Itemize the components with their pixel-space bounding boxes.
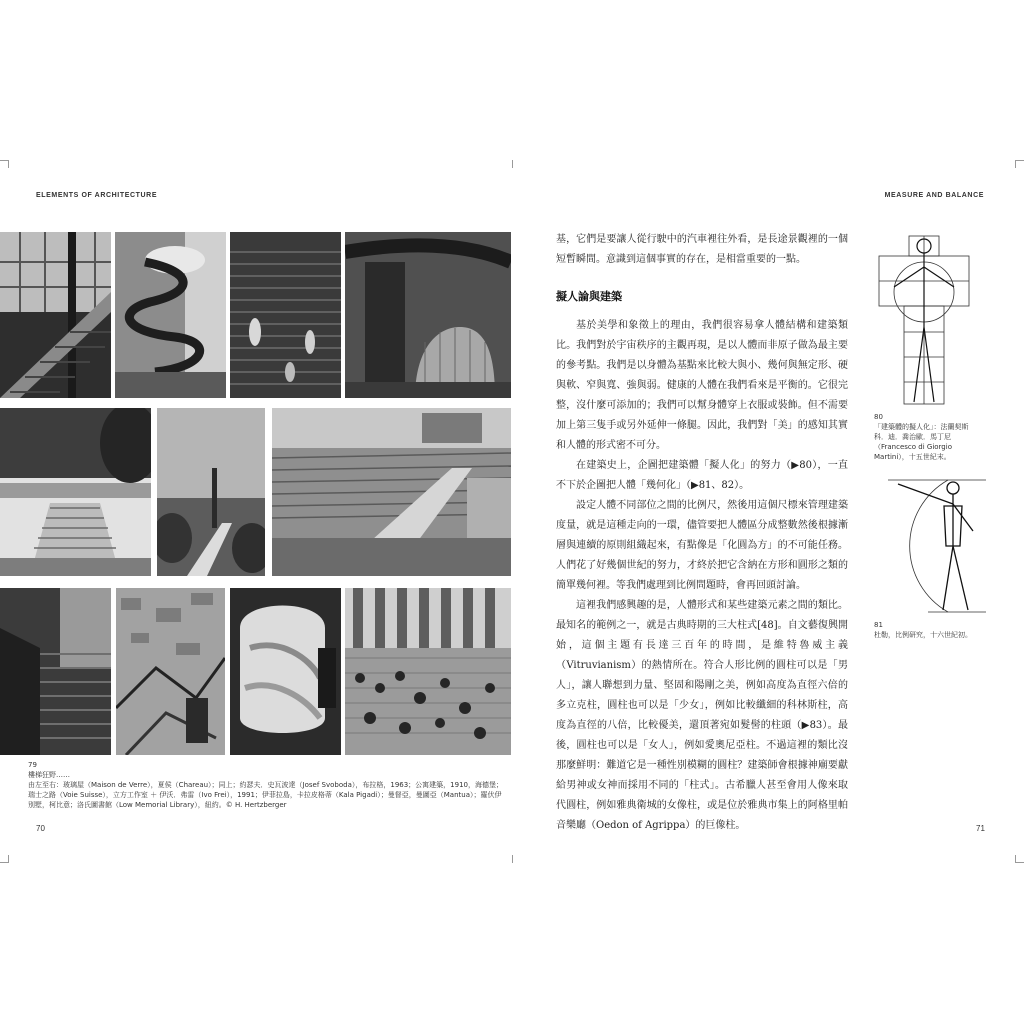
crop-mark (1016, 862, 1024, 863)
caption-text: 「建築體的擬人化」：法蘭契斯科．迪．喬治歐．馬丁尼（Francesco di Giorgio Martini），十五世紀末。 (874, 423, 969, 461)
caption-text: 杜勒，比例研究，十六世紀初。 (874, 631, 972, 639)
section-heading: 擬人論與建築 (556, 290, 622, 303)
paragraph: 在建築史上，企圖把建築體「擬人化」的努力（▶80），一直不下於企圖把人體「幾何化」（▶81、82）。 (556, 460, 848, 491)
intro-paragraph (556, 230, 848, 270)
caption-number: 80 (874, 413, 883, 421)
intro-text: 基，它們是要讓人從行駛中的汽車裡往外看，是長途景觀裡的一個短暫瞬間。意識到這個事實的存在，是相當重要的一點。 (556, 234, 848, 265)
photo-svoboda-stage-stairs (230, 232, 341, 398)
photo-kala-pigadi (116, 588, 225, 755)
crop-mark (0, 160, 8, 161)
caption-text: 由左至右：玻璃屋（Maison de Verre），夏侯（Chareau）；同上；約瑟夫．史瓦波達（Josef Svoboda），布拉格，1963；公寓建築，1910，海德堡；瑞士之路（Voie Suisse），立方工作室 ＋ 伊沃．弗雷（Ivo Frei），1991；伊菲拉島，卡拉皮格蒂（Kala Pigadi）；曼督亞，曼圖亞（Mantua）；羅伏伊別墅，柯比意；洛氏圖書館（Low Memorial Library），紐約。© H. Hertzberger (28, 781, 503, 809)
crop-mark (1016, 160, 1024, 161)
crop-mark (0, 862, 8, 863)
crop-mark (512, 160, 513, 168)
crop-mark (512, 855, 513, 863)
running-head-left: ELEMENTS OF ARCHITECTURE (36, 192, 158, 199)
caption-number: 81 (874, 621, 883, 629)
paragraph: 設定人體不同部位之間的比例尺，然後用這個尺標來管理建築度量，就是這種走向的一環，儘管要把人體區分成整數然後根據漸層與連續的原則組織起來，有點像是「化圓為方」的不可能任務。人們花了好幾個世紀的努力，才終於把它含納在方形和圓形之類的簡單幾何裡。等我們處理到比例問題時，會再回頭討論。 (556, 500, 848, 591)
photo-low-memorial-library (345, 588, 511, 755)
photo-spiral-stair (115, 232, 226, 398)
paragraph: 基於美學和象徵上的理由，我們很容易拿人體結構和建築類比。我們對於宇宙秩序的主觀再現，是以人體而非原子做為最主要的參考點。我們是以身體為基點來比較大與小、幾何與無定形、硬與軟、窄與寬、強與弱。健康的人體在我們看來是平衡的。它很完整，沒什麼可添加的；我們可以幫身體穿上衣服或裝飾。但不需要加上第三隻手或另外延伸一條腿。因此，我們對「美」的感知其實和人體的形式密不可分。 (556, 320, 848, 451)
photo-maison-de-verre-stair (0, 232, 111, 398)
photo-mantua-stair (0, 588, 111, 755)
running-head-right: MEASURE AND BALANCE (884, 192, 984, 199)
caption-title: 樓梯狂野…… (28, 771, 70, 779)
paragraph: 這裡我們感興趣的是，人體形式和某些建築元素之間的類比。最知名的範例之一，就是古典時期的三大柱式[48]。自文藝復興開始，這個主題有長達三百年的時間，是維特魯威主義（Vitruvianism）的熱情所在。符合人形比例的圓柱可以是「男人」，讓人聯想到力量、堅固和陽剛之美，例如高度為直徑六倍的多立克柱，圓柱也可以是「少女」，例如比較纖細的科林斯柱，高度為直徑的八倍，比較優美，還頂著宛如髮髻的柱頭（▶83）。最後，圓柱也可以是「女人」，例如愛奧尼亞柱。不過這裡的類比沒那麼鮮明：難道它是一種性別模糊的圓柱？建築師會根據神廟要獻給男神或女神而採用不同的「柱式」。古希臘人甚至會用人像來取代圓柱，例如雅典衛城的女像柱，或是位於雅典市集上的阿格里帕音樂廳（Oedon of Agrippa）的巨像柱。 (556, 600, 848, 831)
crop-mark (8, 855, 9, 863)
crop-mark (1015, 855, 1016, 863)
photo-garden-stair (0, 408, 151, 576)
figure-80-anthropomorphic-plan (874, 232, 974, 408)
photo-apartment-stair (345, 232, 511, 398)
figure-81-caption (874, 620, 974, 640)
main-body-text (556, 316, 848, 836)
page-number-right: 71 (976, 824, 985, 833)
figure-81-durer-study (868, 476, 988, 616)
figure-79-caption (28, 760, 508, 810)
crop-mark (8, 160, 9, 168)
caption-number: 79 (28, 761, 37, 769)
photo-pnyx-amphitheatre (272, 408, 511, 576)
crop-mark (1015, 160, 1016, 168)
page-number-left: 70 (36, 824, 45, 833)
figure-80-caption (874, 412, 974, 462)
photo-voie-suisse (157, 408, 265, 576)
photo-villa-savoye-ramp (230, 588, 341, 755)
